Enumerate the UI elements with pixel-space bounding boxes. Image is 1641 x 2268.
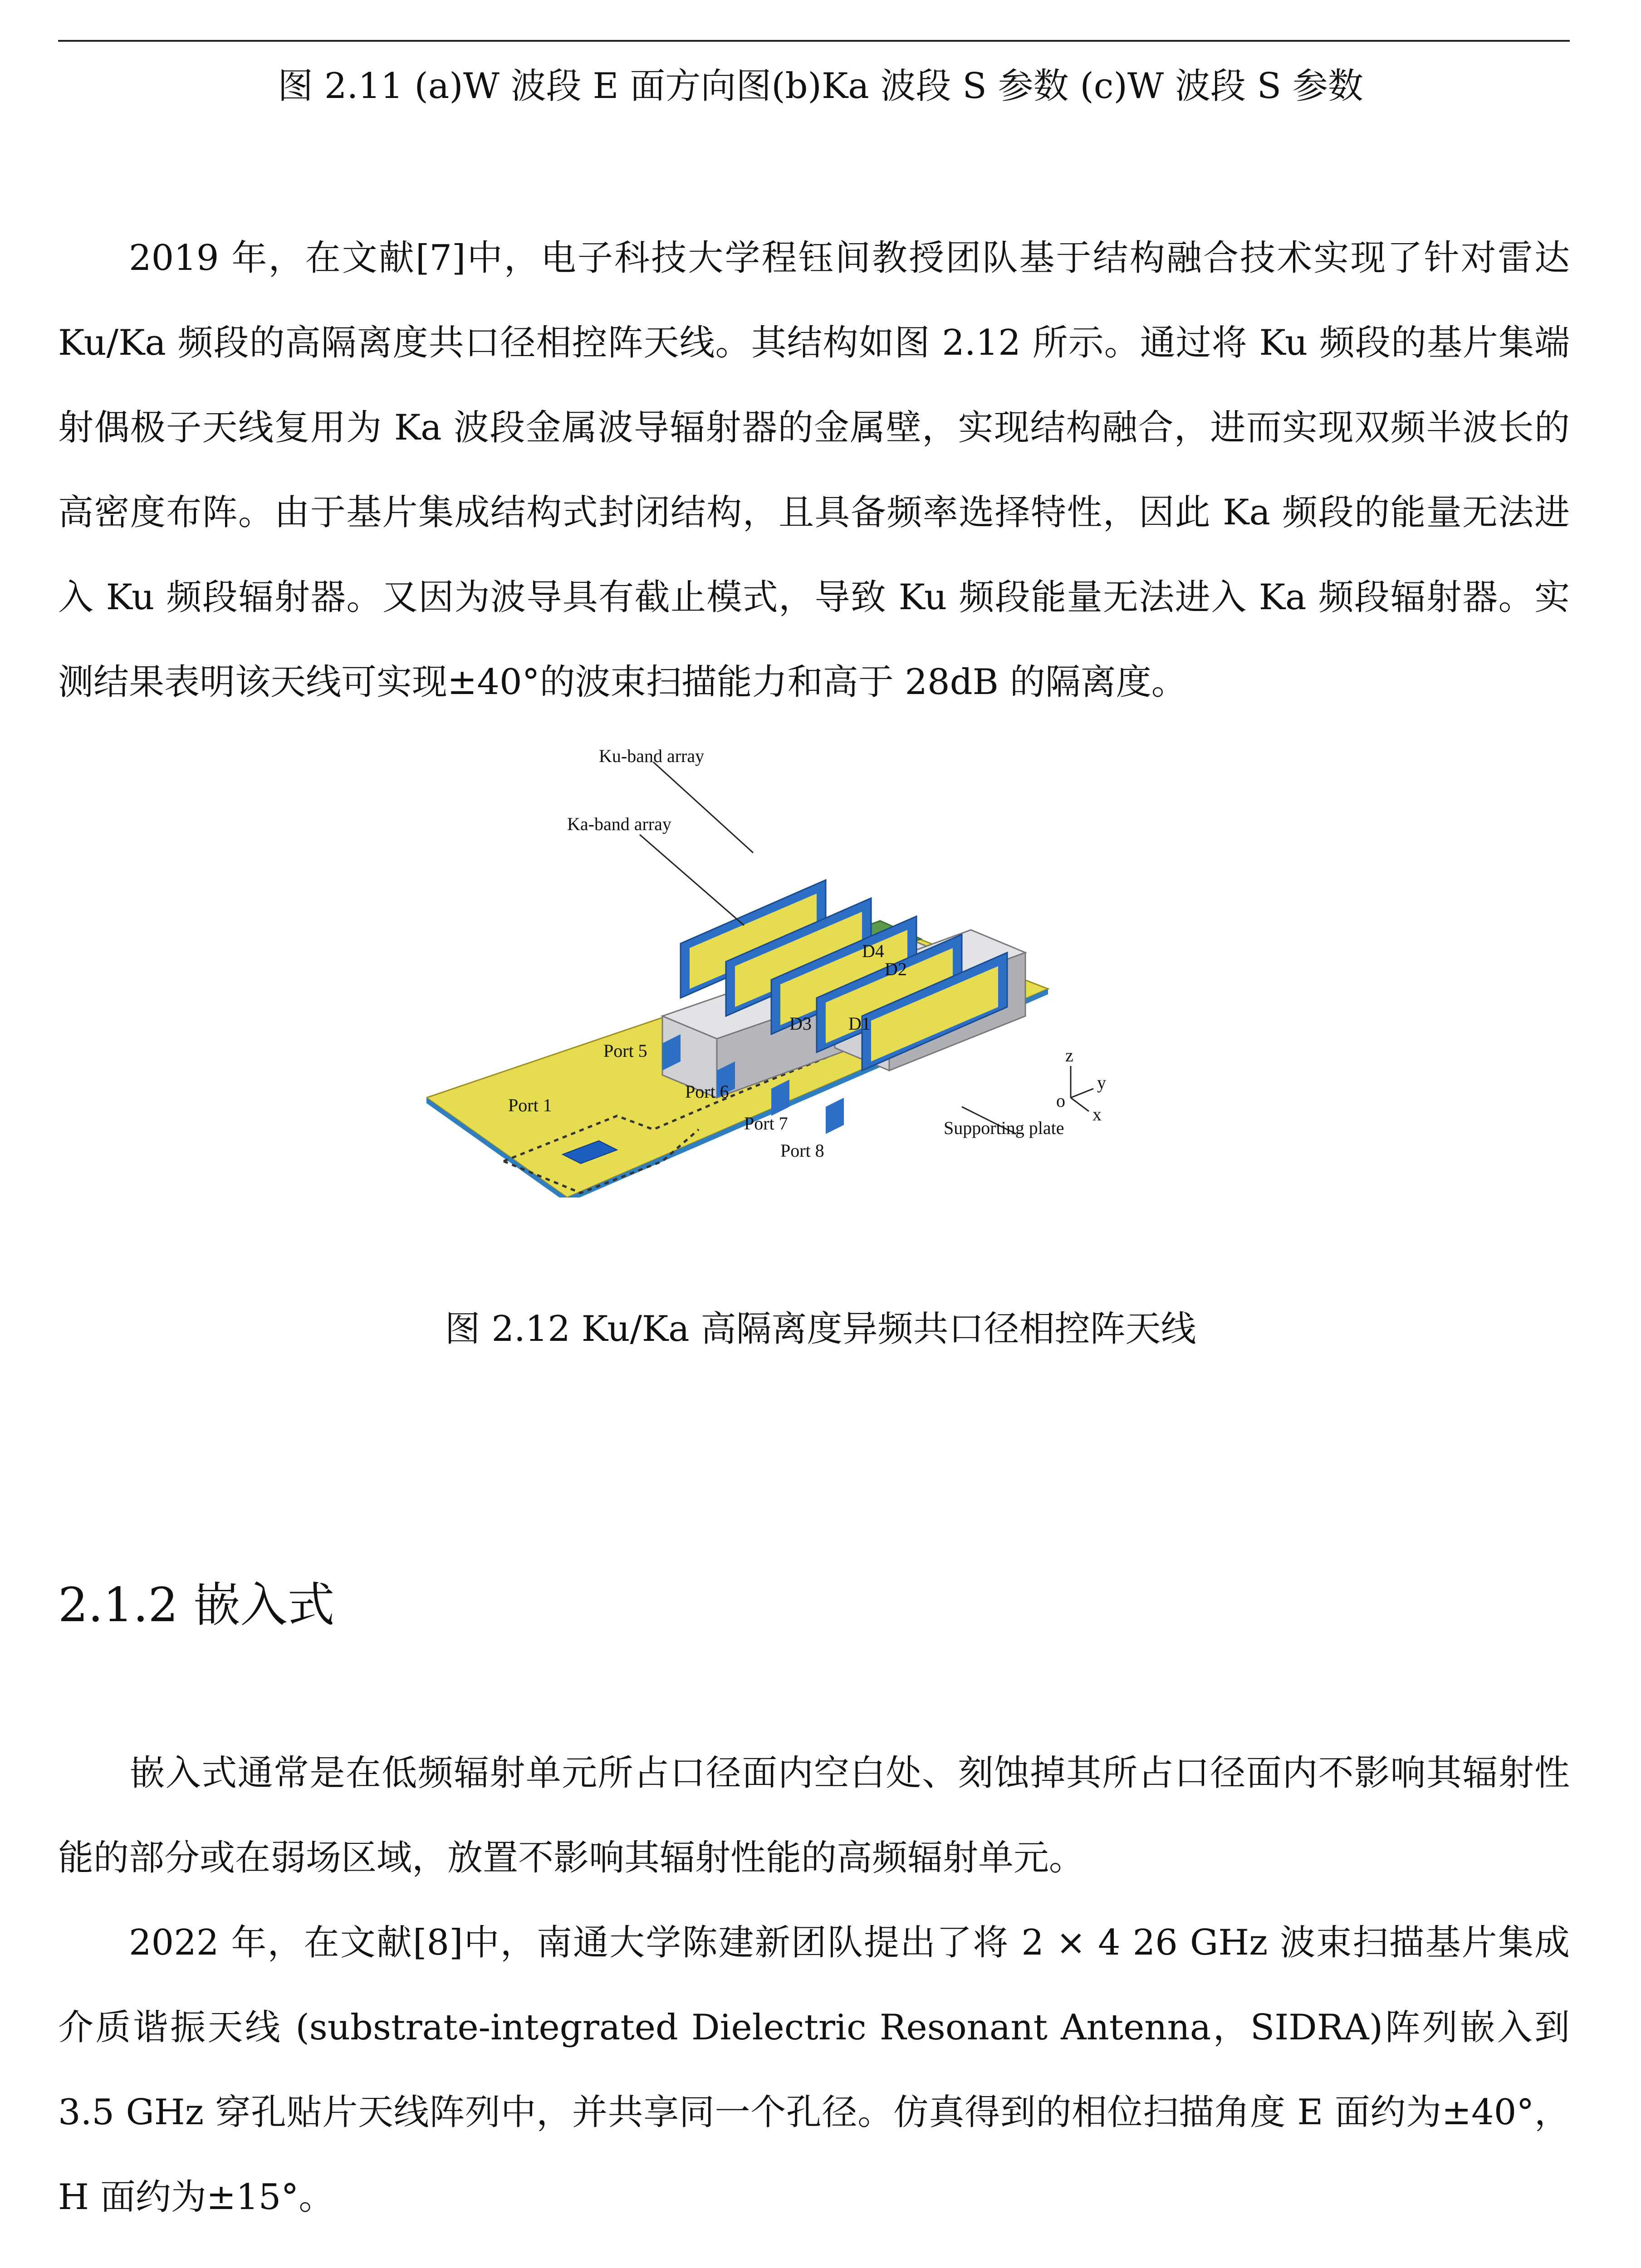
label-d3: D3: [789, 1013, 812, 1034]
label-ka-band: Ka-band array: [567, 814, 671, 834]
label-port7: Port 7: [744, 1113, 788, 1134]
header-rule: [58, 40, 1570, 42]
section-heading: 2.1.2 嵌入式: [58, 1577, 335, 1633]
label-d1: D1: [848, 1013, 871, 1034]
paragraph-3-text: 2022 年，在文献[8]中，南通大学陈建新团队提出了将 2 × 4 26 GHz 波束扫描基片集成介质谐振天线 (substrate-integrated Dielectric Resonant Antenna，SIDRA)阵列嵌入到 3.5 GHz 穿孔贴片天线阵列中，并共享同一个孔径。仿真得到的相位扫描角度 E 面约为±40°，H 面约为±15°。: [58, 1922, 1570, 2218]
label-ku-band: Ku-band array: [599, 746, 705, 766]
paragraph-1-text: 2019 年，在文献[7]中，电子科技大学程钰间教授团队基于结构融合技术实现了针对雷达 Ku/Ka 频段的高隔离度共口径相控阵天线。其结构如图 2.12 所示。通过将 Ku 频段的基片集端射偶极子天线复用为 Ka 波段金属波导辐射器的金属壁，实现结构融合，进而实现双频半波长的高密度布阵。由于基片集成结构式封闭结构，且具备频率选择特性，因此 Ka 频段的能量无法进入 Ku 频段辐射器。又因为波导具有截止模式，导致 Ku 频段能量无法进入 Ka 频段辐射器。实测结果表明该天线可实现±40°的波束扫描能力和高于 28dB 的隔离度。: [58, 238, 1570, 703]
axis-o-label: o: [1056, 1090, 1065, 1111]
label-d2: D2: [885, 959, 907, 979]
previous-figure-caption: 图 2.11 (a)W 波段 E 面方向图(b)Ka 波段 S 参数 (c)W 波段 S 参数: [278, 66, 1363, 107]
label-d4: D4: [862, 941, 884, 961]
paragraph-3: [58, 1901, 1570, 2240]
paragraph-1: [58, 216, 1570, 725]
label-port1: Port 1: [508, 1095, 552, 1115]
label-port5: Port 5: [603, 1041, 647, 1061]
figure-caption: 图 2.12 Ku/Ka 高隔离度异频共口径相控阵天线: [445, 1309, 1196, 1349]
label-port6: Port 6: [685, 1081, 729, 1102]
paragraph-2-text: 嵌入式通常是在低频辐射单元所占口径面内空白处、刻蚀掉其所占口径面内不影响其辐射性能的部分或在弱场区域，放置不影响其辐射性能的高频辐射单元。: [58, 1753, 1570, 1878]
axis-z-label: z: [1065, 1045, 1073, 1066]
paragraph-2: [58, 1731, 1570, 1901]
antenna-figure: [426, 744, 1207, 1198]
axis-x-label: x: [1092, 1104, 1102, 1124]
axis-y-label: y: [1097, 1072, 1106, 1093]
antenna-diagram: [426, 744, 1207, 1198]
label-port8: Port 8: [780, 1140, 824, 1161]
axis-triad: [1071, 1066, 1093, 1111]
label-supporting-plate: Supporting plate: [944, 1118, 1064, 1138]
